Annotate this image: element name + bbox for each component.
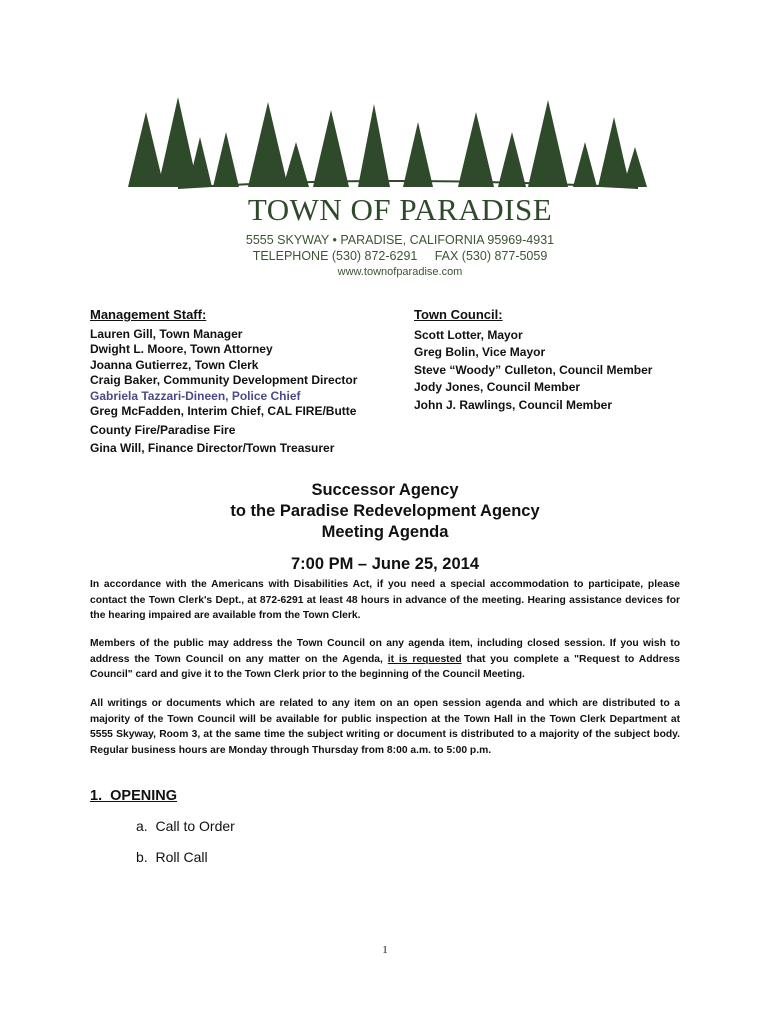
staff-line: Dwight L. Moore, Town Attorney [90, 342, 273, 356]
ada-notice: In accordance with the Americans with Disabilities Act, if you need a special accommodation to participate, please contact the Town Clerk's Dept., at 872-6291 at least 48 hours in advance of the meeting. Hearing assistance devices for the hearing impaired are available from the Town Clerk. [90, 579, 680, 621]
council-line: Greg Bolin, Vice Mayor [414, 345, 546, 359]
council-line: Scott Lotter, Mayor [414, 327, 523, 342]
title-line: Meeting Agenda [321, 523, 449, 541]
page-number: 1 [382, 944, 388, 956]
agenda-item: a. Call to Order [136, 818, 235, 834]
management-heading: Management Staff: [90, 307, 207, 322]
town-name: TOWN OF PARADISE [247, 192, 553, 227]
meeting-time: 7:00 PM – June 25, 2014 [290, 555, 480, 573]
title-line: to the Paradise Redevelopment Agency [230, 502, 540, 520]
council-line: Steve “Woody” Culleton, Council Member [414, 362, 653, 377]
town-address: 5555 SKYWAY • PARADISE, CALIFORNIA 95969-4931 [245, 233, 555, 247]
staff-line: Gabriela Tazzari-Dineen, Police Chief [90, 388, 301, 403]
staff-line: Gina Will, Finance Director/Town Treasurer [90, 441, 335, 455]
public-records-notice: All writings or documents which are related to any item on an open session agenda and which are distributed to a majority of the Town Council will be available for public inspection at the Town Hall in the Town Clerk Department at 5555 Skyway, Room 3, at the same time the subject writing or document is distributed to a majority of the subject body. Regular business hours are Monday through Thursday from 8:00 a.m. to 5:00 p.m. [90, 698, 680, 756]
staff-line: Lauren Gill, Town Manager [90, 326, 243, 341]
council-heading: Town Council: [414, 307, 503, 322]
agenda-title [120, 480, 650, 543]
title-line: Successor Agency [311, 481, 459, 499]
agenda-item: b. Roll Call [136, 849, 208, 865]
staff-line: Craig Baker, Community Development Director [90, 373, 358, 387]
staff-line: Joanna Gutierrez, Town Clerk [90, 357, 259, 372]
town-council [414, 307, 714, 414]
town-website: www.townofparadise.com [337, 266, 463, 278]
pine-trees-icon [118, 92, 658, 202]
notice-text: that you complete a "Request to Address Council" card and give it to the Town Clerk prior to the beginning of the Council Meeting. [90, 653, 680, 680]
notice-emphasis: it is requested [387, 653, 462, 665]
council-line: John J. Rawlings, Council Member [414, 397, 613, 412]
staff-line: Greg McFadden, Interim Chief, CAL FIRE/Butte [90, 404, 357, 418]
staff-line: County Fire/Paradise Fire [90, 422, 236, 437]
council-line: Jody Jones, Council Member [414, 380, 581, 394]
town-phone: TELEPHONE (530) 872-6291 FAX (530) 877-5059 [252, 249, 548, 263]
notice-text: Members of the public may address the Town Council on any agenda item, including closed session. If you wish to address the Town Council on any matter on the Agenda, [90, 638, 680, 665]
management-staff [90, 307, 390, 457]
public-comment-notice [90, 636, 680, 683]
section-heading: 1. OPENING [90, 788, 178, 804]
